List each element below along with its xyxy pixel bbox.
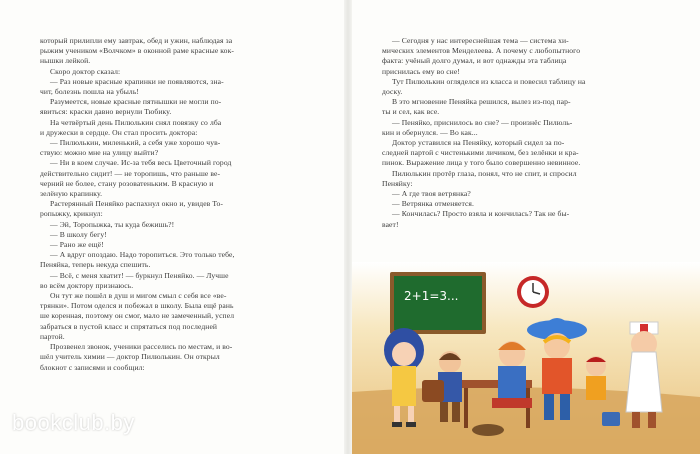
text-line: — А где твоя ветрянка? — [392, 189, 471, 199]
text-line: явиться: краски давно вернули Тюбику. — [40, 107, 172, 117]
text-line: Доктор уставился на Пеняйку, который сидел за по- — [392, 138, 565, 148]
text-line: — Раз новые красные крапинки не появляются, зна- — [50, 76, 224, 86]
text-line: забраться в пустой класс и спрятаться под последней — [40, 321, 218, 331]
text-line: Пилюлькин протёр глаза, понял, что не спит, и спросил — [392, 168, 577, 178]
text-line: шёл учитель химии — доктор Пилюлькин. Он открыл — [40, 352, 220, 362]
text-line: ты и сел, как все. — [382, 107, 440, 117]
text-line: зелёную крапинку. — [40, 189, 103, 199]
text-line: — Рано же ещё! — [50, 240, 104, 250]
text-line: блокнот с записями и сообщил: — [40, 362, 145, 372]
text-line: ше коренная, поэтому он смог, мало не замеченный, успел — [40, 311, 235, 321]
classroom-illustration-art — [352, 262, 700, 454]
text-line: — Всё, с меня хватит! — буркнул Пеняйко. — Лучше — [50, 270, 229, 280]
left-page — [40, 36, 320, 446]
text-line: чит, болезнь пошла на убыль! — [40, 87, 140, 97]
text-line: и дружески в сердце. Он стал просить доктора: — [40, 127, 198, 137]
text-line: — А вдруг опоздаю. Надо торопиться. Это только тебе, — [50, 250, 235, 260]
text-line: Пеняйка, теперь некуда спешить. — [40, 260, 151, 270]
text-line: трянки». Потом оделся и побежал в школу. Была ещё рань — [40, 301, 234, 311]
classroom-illustration — [352, 262, 700, 454]
text-line: который прилипли ему завтрак, обед и ужин, наблюдая за — [40, 36, 233, 45]
text-line: действительно сидит! — не торопишь, что раньше ве- — [40, 168, 221, 178]
text-line: Скоро доктор сказал: — [50, 66, 121, 76]
text-line: — Пеняйко, приснилось во сне? — произнёс Пилюль- — [392, 117, 573, 127]
text-line: рыжим учеником «Волчком» в оконной раме красные кок- — [40, 46, 234, 56]
text-line: — Сегодня у нас интереснейшая тема — система хи- — [392, 36, 569, 45]
character-small-boy — [586, 356, 606, 400]
text-line: следней партой с чистенькими личиком, без зелёнки и кра- — [382, 148, 579, 158]
text-line: мических элементов Менделеева. А почему с любопытного — [382, 46, 581, 56]
text-line: Растерянный Пеняйко распахнул окно и, увидев То- — [50, 199, 224, 209]
clock-icon — [517, 276, 549, 308]
chalkboard — [390, 272, 486, 334]
text-line: — Ветрянка отменяется. — [392, 199, 475, 209]
book-gutter — [344, 0, 352, 454]
text-line: приснилась ему во сне! — [382, 66, 460, 76]
text-line: партой. — [40, 331, 65, 341]
text-line: ствую: можно мне на улицу выйти? — [40, 148, 159, 158]
text-line: — Пилюлькин, миленький, а себя уже хорошо чув- — [50, 138, 221, 148]
text-line: доску. — [382, 87, 403, 97]
text-line: Тут Пилюлькин огляделся из класса и повесил таблицу на — [392, 76, 586, 86]
text-line: — Кончилась? Просто взяла и кончилась? Так не бы- — [392, 209, 570, 219]
chalkboard-text: 2+1=3... — [404, 289, 459, 303]
text-line: нышки лейкой. — [40, 56, 91, 66]
text-line: вает! — [382, 219, 399, 229]
text-line: черний не более, стану розоватеньким. В красную и — [40, 178, 214, 188]
text-line: ропыжку, крикнул: — [40, 209, 103, 219]
text-line: — Эй, Торопыжка, ты куда бежишь?! — [50, 219, 175, 229]
text-line: — В школу бегу! — [50, 229, 107, 239]
text-line: Он тут же пошёл в душ и мигом смыл с себя все «ве- — [50, 291, 227, 301]
text-line: На четвёртый день Пилюлькин снял повязку со лба — [50, 117, 222, 127]
text-line: — Ни в коем случае. Ис-за тебя весь Цветочный город — [50, 158, 232, 168]
text-line: Пеняйку: — [382, 178, 413, 188]
watermark: bookclub.by — [12, 410, 135, 435]
text-line: В это мгновение Пеняйка решился, вылез из-под пар- — [392, 97, 571, 107]
text-line: пинок. Выражение лица у того было совершенно невинное. — [382, 158, 581, 168]
text-line: факта: учёный долго думал, и вот однажды эта таблица — [382, 56, 567, 66]
text-line: Прозвенел звонок, ученики расселись по местам, и во- — [50, 342, 233, 352]
text-line: во всём доктору признаюсь. — [40, 280, 134, 290]
text-line: Разумеется, новые красные пятнышки не могли по- — [50, 97, 222, 107]
text-line: кин и обернулся. — Во как... — [382, 127, 478, 137]
